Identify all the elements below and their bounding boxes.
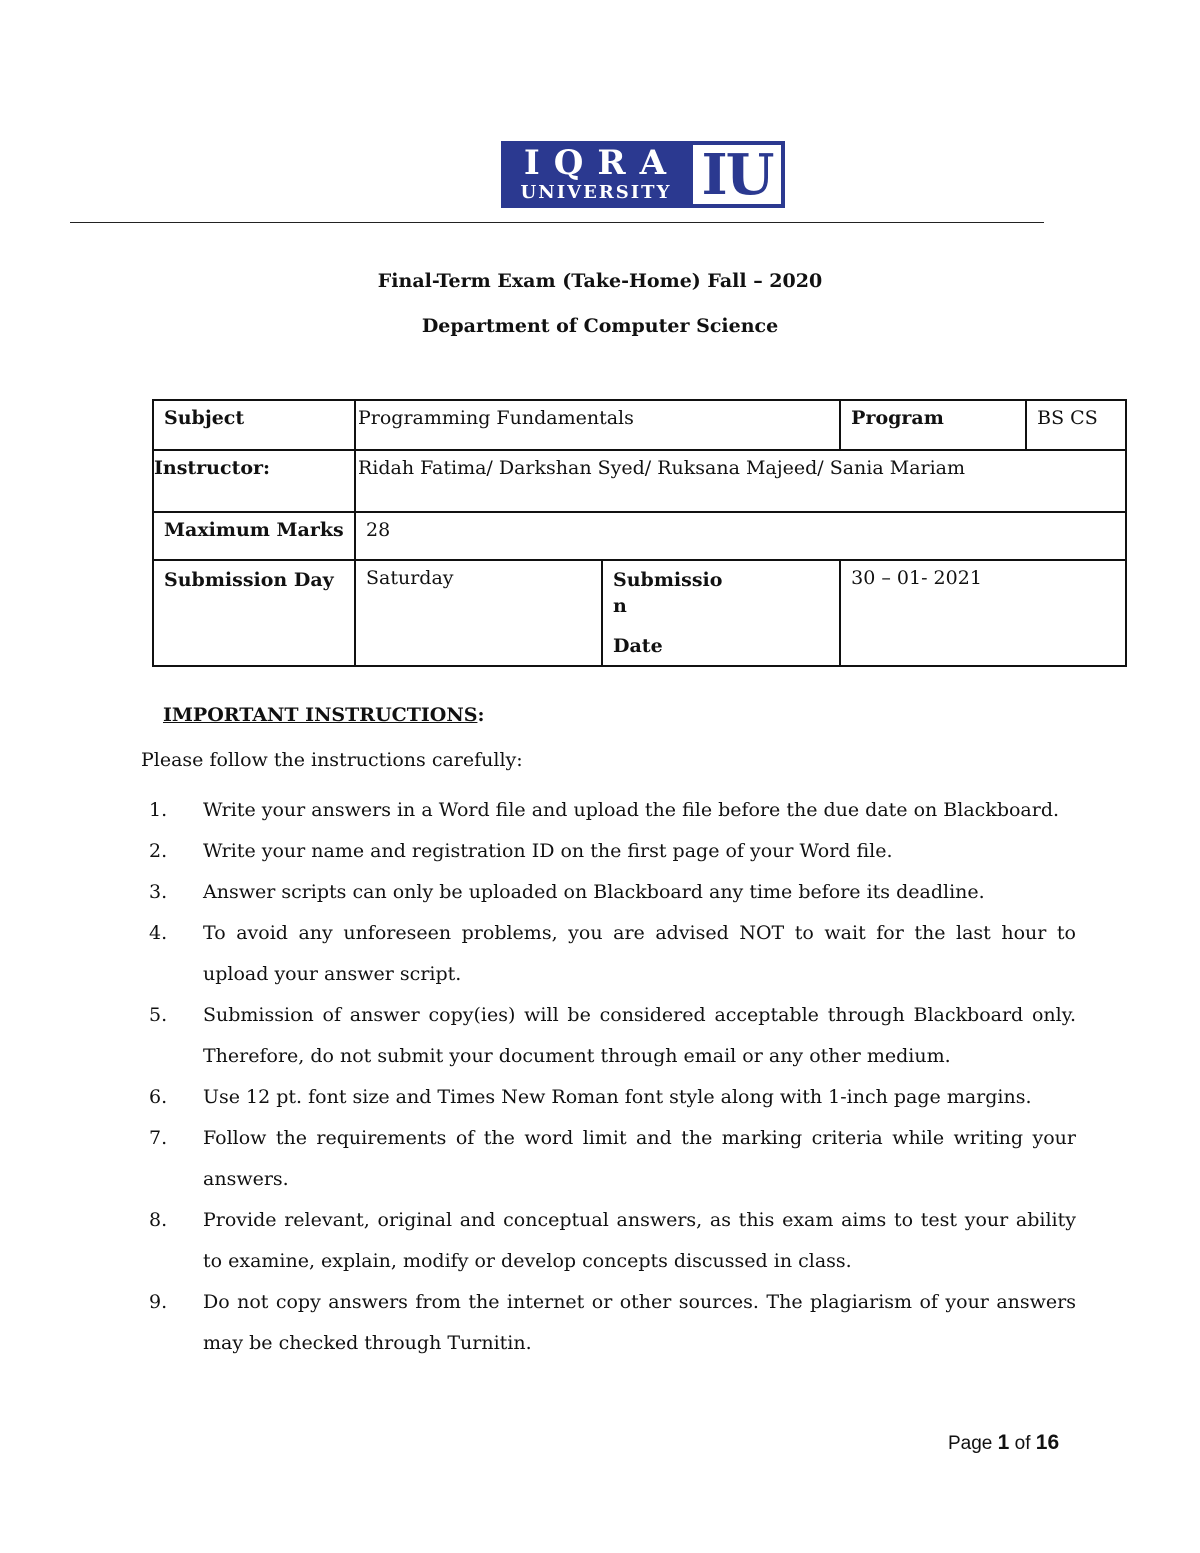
instructor-label: Instructor: (153, 450, 355, 512)
exam-info-table (152, 399, 1127, 667)
program-label: Program (840, 400, 1026, 450)
item-text: Submission of answer copy(ies) will be considered acceptable through Blackboard only. Therefore, do not submit your document through email or any other medium. (203, 1004, 1076, 1067)
submission-date-label-line2: n (613, 595, 627, 617)
table-row (153, 512, 1126, 560)
total-pages: 16 (1035, 1431, 1060, 1454)
of-word: of (1014, 1433, 1031, 1454)
item-number: 3. (149, 881, 168, 903)
item-text: To avoid any unforeseen problems, you are advised NOT to wait for the last hour to upload your answer script. (203, 922, 1076, 985)
page-number (948, 1431, 1059, 1455)
submission-date-label (602, 560, 840, 666)
item-text: Answer scripts can only be uploaded on Blackboard any time before its deadline. (203, 881, 985, 903)
submission-date-label-line1: Submissio (613, 569, 723, 591)
list-item (141, 1282, 1076, 1364)
item-text: Use 12 pt. font size and Times New Roman font style along with 1-inch page margins. (203, 1086, 1032, 1108)
list-item (141, 1200, 1076, 1282)
list-item (141, 1077, 1076, 1118)
current-page: 1 (997, 1431, 1010, 1454)
logo-wordmark (501, 141, 691, 208)
item-text: Follow the requirements of the word limit and the marking criteria while writing your answers. (203, 1127, 1076, 1190)
list-item (141, 913, 1076, 995)
item-number: 4. (149, 922, 168, 944)
submission-date-value: 30 – 01- 2021 (840, 560, 1126, 666)
submission-day-label: Submission Day (153, 560, 355, 666)
marks-value: 28 (355, 512, 1126, 560)
table-row (153, 450, 1126, 512)
item-number: 5. (149, 1004, 168, 1026)
list-item (141, 790, 1076, 831)
exam-title: Final-Term Exam (Take-Home) Fall – 2020 (377, 270, 823, 292)
table-row (153, 400, 1126, 450)
table-row (153, 560, 1126, 666)
instructions-intro: Please follow the instructions carefully: (141, 749, 523, 771)
department-title: Department of Computer Science (421, 315, 779, 337)
subject-value: Programming Fundamentals (355, 400, 840, 450)
submission-date-label-line3: Date (613, 635, 663, 657)
university-logo (501, 141, 785, 208)
program-value: BS CS (1026, 400, 1126, 450)
item-number: 2. (149, 840, 168, 862)
marks-label: Maximum Marks (153, 512, 355, 560)
subject-label: Subject (153, 400, 355, 450)
list-item (141, 872, 1076, 913)
item-text: Write your answers in a Word file and upload the file before the due date on Blackboard. (203, 799, 1060, 821)
item-number: 1. (149, 799, 168, 821)
instructions-heading-colon: : (477, 704, 485, 726)
item-text: Provide relevant, original and conceptual answers, as this exam aims to test your ability to examine, explain, modify or develop concepts discussed in class. (203, 1209, 1076, 1272)
instructions-list (141, 790, 1076, 1364)
page-word: Page (948, 1433, 993, 1454)
submission-day-value: Saturday (355, 560, 602, 666)
logo-top-text: IQRA (523, 142, 681, 183)
list-item (141, 831, 1076, 872)
logo-mark (693, 141, 781, 208)
list-item (141, 1118, 1076, 1200)
item-number: 6. (149, 1086, 168, 1108)
instructor-value: Ridah Fatima/ Darkshan Syed/ Ruksana Majeed/ Sania Mariam (355, 450, 1126, 512)
item-number: 9. (149, 1291, 168, 1313)
item-number: 8. (149, 1209, 168, 1231)
item-text: Do not copy answers from the internet or other sources. The plagiarism of your answers may be checked through Turnitin. (203, 1291, 1076, 1354)
item-text: Write your name and registration ID on the first page of your Word file. (203, 840, 893, 862)
item-number: 7. (149, 1127, 168, 1149)
logo-mark-text: IU (701, 141, 773, 208)
instructions-heading (163, 704, 484, 726)
instructions-heading-text: IMPORTANT INSTRUCTIONS (163, 704, 478, 726)
logo-bottom-text: UNIVERSITY (520, 181, 672, 203)
list-item (141, 995, 1076, 1077)
header-divider (70, 222, 1044, 223)
